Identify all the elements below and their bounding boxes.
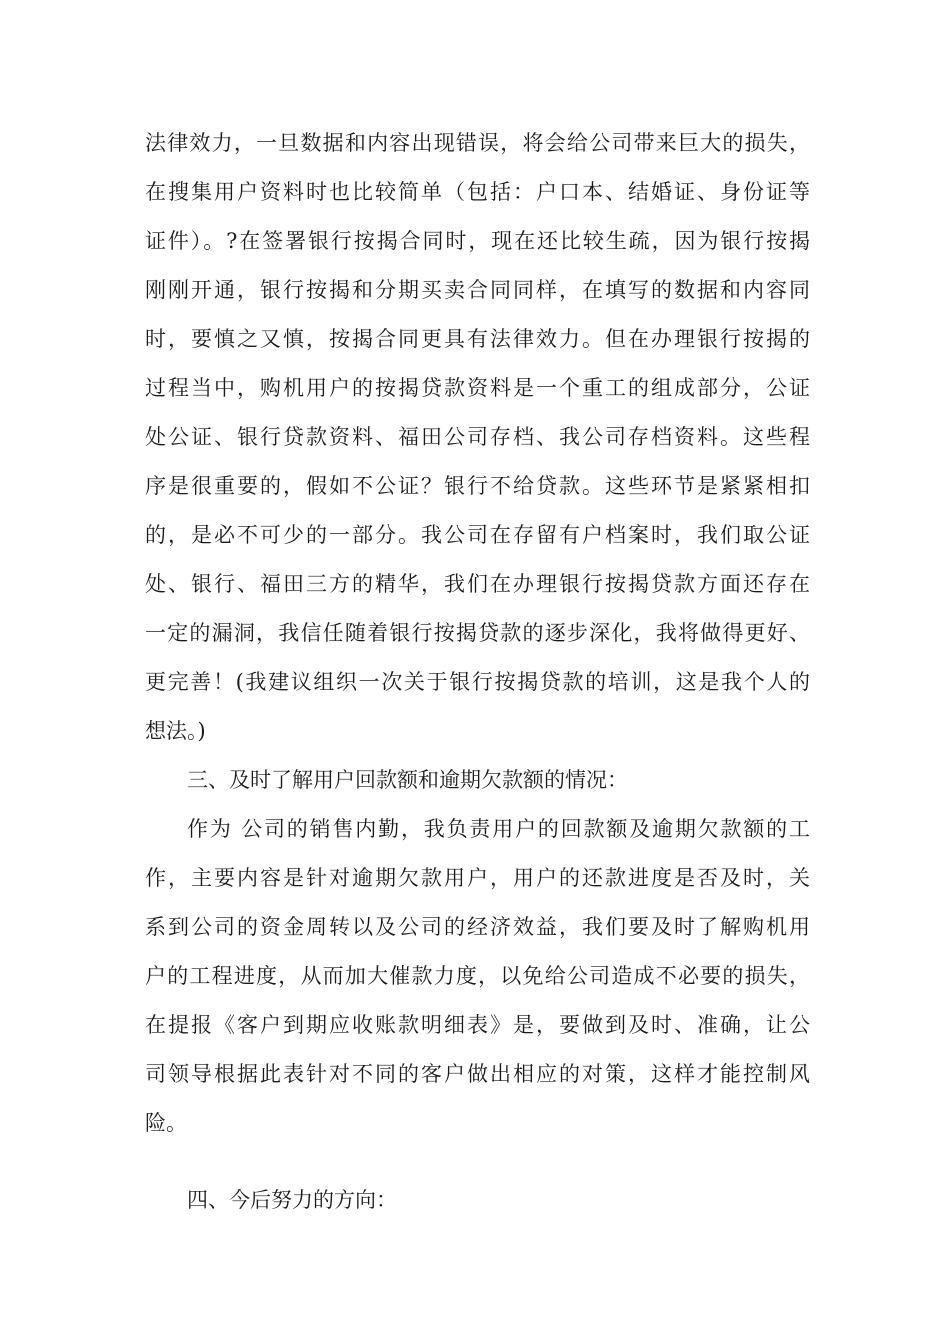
text-line: 系到公司的资金周转以及公司的经济效益，我们要及时了解购机用 [145, 915, 810, 939]
text-line: 作，主要内容是针对逾期欠款用户，用户的还款进度是否及时，关 [145, 866, 810, 890]
text-line: 时，要慎之又慎，按揭合同更具有法律效力。但在办理银行按揭的 [145, 327, 810, 351]
section-heading: 四、今后努力的方向： [187, 1188, 397, 1212]
text-line: 户的工程进度，从而加大催款力度，以免给公司造成不必要的损失， [145, 964, 810, 988]
text-line: 想法。) [145, 719, 206, 743]
text-line: 序是很重要的，假如不公证？银行不给贷款。这些环节是紧紧相扣 [145, 474, 810, 498]
text-line: 的，是必不可少的一部分。我公司在存留有户档案时，我们取公证 [145, 523, 810, 547]
text-line: 在提报《客户到期应收账款明细表》是，要做到及时、准确，让公 [145, 1013, 810, 1037]
text-line: 处公证、银行贷款资料、福田公司存档、我公司存档资料。这些程 [145, 425, 810, 449]
text-line: 在搜集用户资料时也比较简单（包括：户口本、结婚证、身份证等 [145, 180, 810, 204]
text-line: 过程当中，购机用户的按揭贷款资料是一个重工的组成部分，公证 [145, 376, 810, 400]
text-line: 一定的漏洞，我信任随着银行按揭贷款的逐步深化，我将做得更好、 [145, 621, 810, 645]
paragraph-first-line: 作为 公司的销售内勤，我负责用户的回款额及逾期欠款额的工 [187, 817, 810, 841]
text-line: 证件）。?在签署银行按揭合同时，现在还比较生疏，因为银行按揭 [145, 229, 810, 253]
text-line: 刚刚开通，银行按揭和分期买卖合同同样，在填写的数据和内容同 [145, 278, 810, 302]
text-line: 处、银行、福田三方的精华，我们在办理银行按揭贷款方面还存在 [145, 572, 810, 596]
text-line: 司领导根据此表针对不同的客户做出相应的对策，这样才能控制风 [145, 1062, 810, 1086]
text-line: 法律效力，一旦数据和内容出现错误，将会给公司带来巨大的损失， [145, 131, 810, 155]
text-line: 更完善！(我建议组织一次关于银行按揭贷款的培训，这是我个人的 [145, 670, 810, 694]
text-line: 险。 [145, 1111, 187, 1135]
section-heading: 三、及时了解用户回款额和逾期欠款额的情况： [187, 768, 628, 792]
